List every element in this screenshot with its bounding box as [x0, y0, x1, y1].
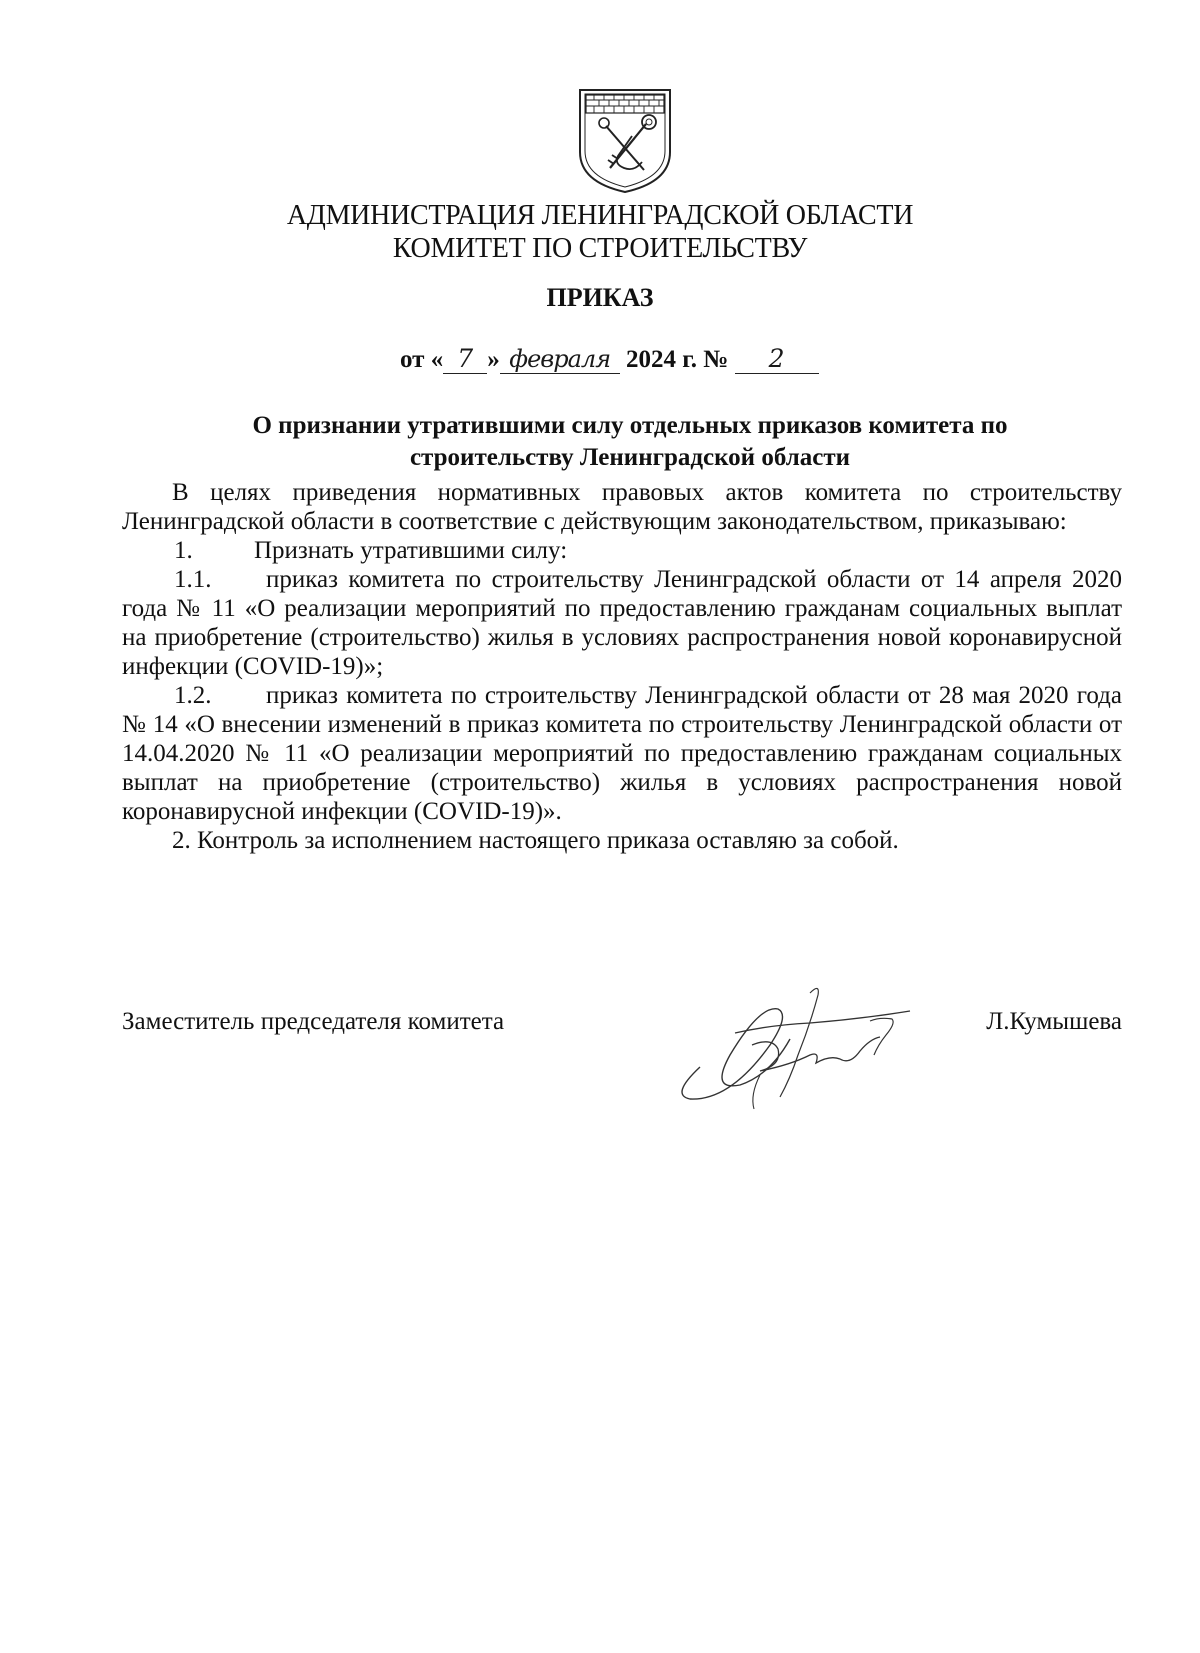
- subject-line-2: строительству Ленинградской области: [409, 444, 851, 471]
- date-month: февраля: [500, 345, 620, 374]
- item-1-1-number: 1.1.: [174, 566, 212, 593]
- body-text: [122, 478, 1122, 855]
- item-2: 2. Контроль за исполнением настоящего приказа оставляю за собой.: [172, 827, 899, 854]
- intro-paragraph: В целях приведения нормативных правовых актов комитета по строительству Ленинградской области в соответствие с действующим законодательством, приказываю:: [122, 479, 1122, 535]
- signature-block: [122, 1000, 1122, 1040]
- item-1-2: [122, 681, 1122, 826]
- order-number: 2: [735, 344, 819, 374]
- item-1-2-text: приказ комитета по строительству Ленинградской области от 28 мая 2020 года № 14 «О внесении изменений в приказ комитета по строительству Ленинградской области от 14.04.2020 № 11 «О реализации мероприятий по предоставлению гражданам социальных выплат на приобретение (строительство) жилья в условиях распространения новой коронавирусной инфекции (COVID-19)».: [122, 682, 1122, 825]
- date-line: [400, 344, 819, 380]
- date-year-number-label: 2024 г. №: [625, 346, 729, 373]
- item-1-1-text: приказ комитета по строительству Ленинградской области от 14 апреля 2020 года № 11 «О реализации мероприятий по предоставлению гражданам социальных выплат на приобретение (строительство) жилья в условиях распространения новой коронавирусной инфекции (COVID-19)»;: [122, 566, 1122, 680]
- item-1: [122, 536, 1122, 565]
- item-1-2-number: 1.2.: [174, 682, 212, 709]
- subject-line-1: О признании утратившими силу отдельных приказов комитета по: [252, 412, 1008, 439]
- signer-position: Заместитель председателя комитета: [122, 1008, 505, 1035]
- document-title: ПРИКАЗ: [546, 283, 654, 312]
- item-1-1: [122, 565, 1122, 681]
- date-prefix: от «: [400, 346, 444, 373]
- subject-heading: [150, 410, 1110, 474]
- coat-of-arms-icon: [576, 86, 674, 196]
- date-day: 7: [443, 344, 487, 374]
- date-quote-close: »: [487, 346, 500, 373]
- header-administration: АДМИНИСТРАЦИЯ ЛЕНИНГРАДСКОЙ ОБЛАСТИ: [286, 200, 914, 231]
- signer-name: Л.Кумышева: [986, 1008, 1122, 1035]
- item-1-number: 1.: [174, 537, 193, 564]
- item-1-text: Признать утратившими силу:: [254, 537, 568, 564]
- handwritten-signature-icon: [660, 975, 960, 1115]
- header-committee: КОМИТЕТ ПО СТРОИТЕЛЬСТВУ: [392, 233, 808, 264]
